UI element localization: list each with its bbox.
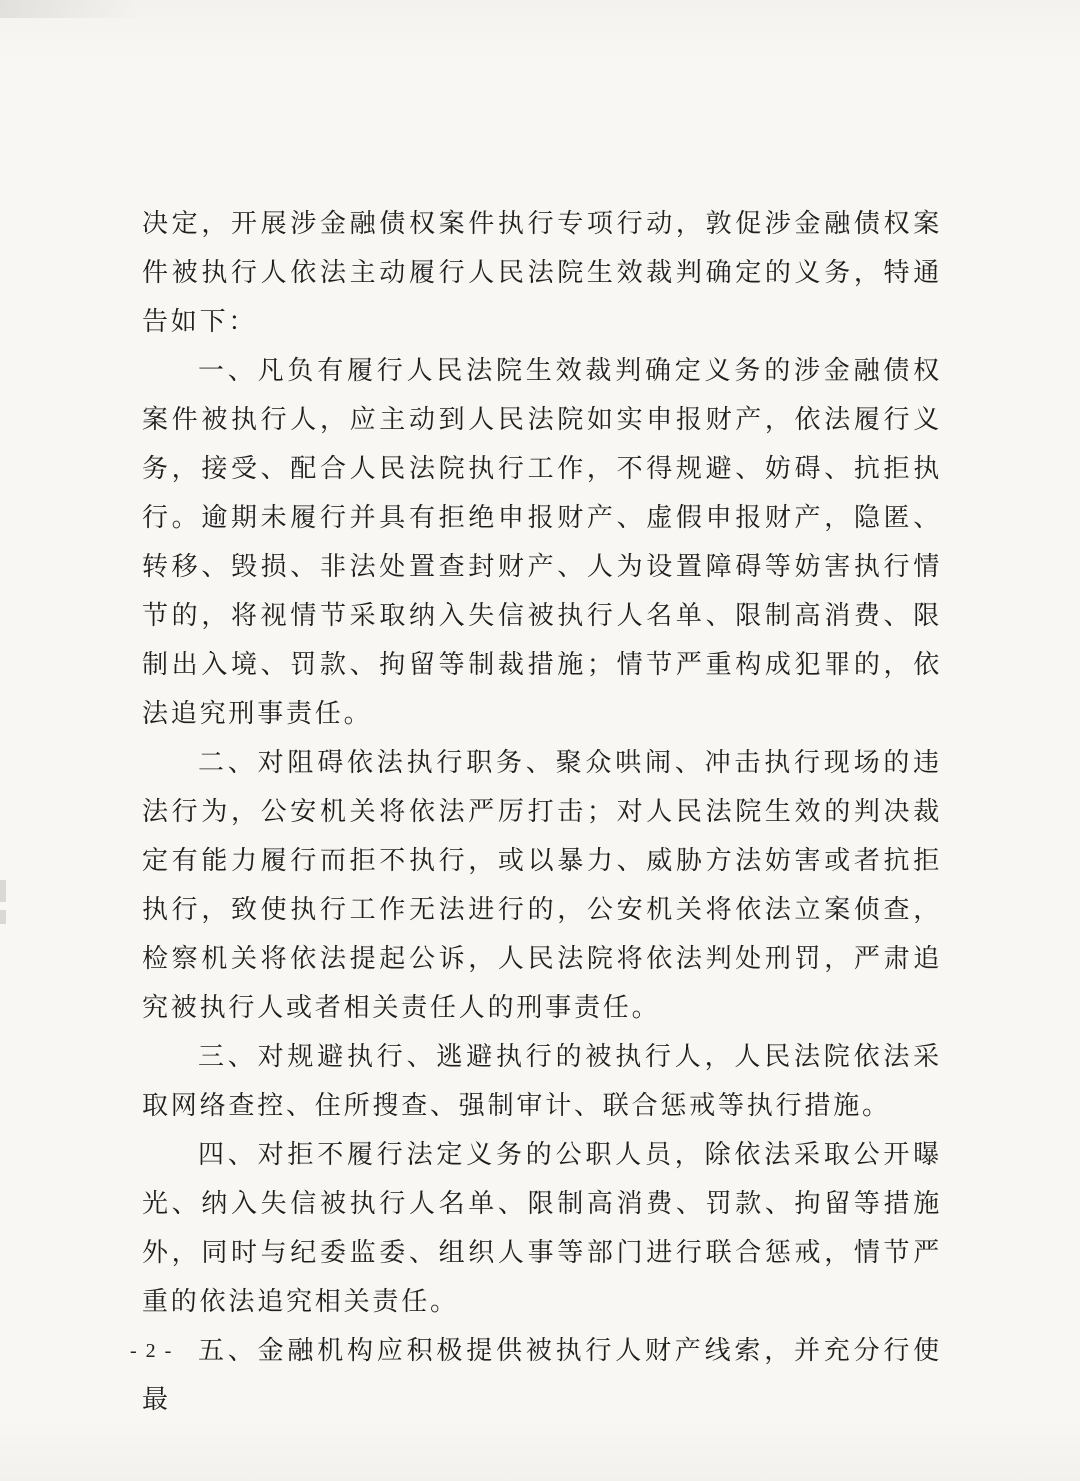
scan-edge-mark bbox=[0, 880, 6, 902]
scan-smudge bbox=[0, 0, 140, 18]
scan-edge-mark bbox=[0, 910, 6, 924]
paragraph-item-3: 三、对规避执行、逃避执行的被执行人，人民法院依法采取网络查控、住所搜查、强制审计、联合惩戒等执行措施。 bbox=[142, 1042, 942, 1121]
paragraph-item-5: 五、金融机构应积极提供被执行人财产线索，并充分行使最 bbox=[142, 1336, 942, 1415]
paragraph-intro: 决定，开展涉金融债权案件执行专项行动，敦促涉金融债权案件被执行人依法主动履行人民法院生效裁判确定的义务，特通告如下： bbox=[142, 209, 942, 337]
paragraph-item-2: 二、对阻碍依法执行职务、聚众哄闹、冲击执行现场的违法行为，公安机关将依法严厉打击；对人民法院生效的判决裁定有能力履行而拒不执行，或以暴力、威胁方法妨害或者抗拒执行，致使执行工作无法进行的，公安机关将依法立案侦查，检察机关将依法提起公诉，人民法院将依法判处刑罚，严肃追究被执行人或者相关责任人的刑事责任。 bbox=[142, 748, 942, 1023]
paragraph-item-1: 一、凡负有履行人民法院生效裁判确定义务的涉金融债权案件被执行人，应主动到人民法院如实申报财产，依法履行义务，接受、配合人民法院执行工作，不得规避、妨碍、抗拒执行。逾期未履行并具有拒绝申报财产、虚假申报财产，隐匿、转移、毁损、非法处置查封财产、人为设置障碍等妨害执行情节的，将视情节采取纳入失信被执行人名单、限制高消费、限制出入境、罚款、拘留等制裁措施；情节严重构成犯罪的，依法追究刑事责任。 bbox=[142, 356, 942, 729]
notice-body bbox=[142, 200, 942, 1425]
paragraph-item-4: 四、对拒不履行法定义务的公职人员，除依法采取公开曝光、纳入失信被执行人名单、限制高消费、罚款、拘留等措施外，同时与纪委监委、组织人事等部门进行联合惩戒，情节严重的依法追究相关责任。 bbox=[142, 1140, 942, 1317]
page-number: - 2 - bbox=[130, 1340, 174, 1362]
